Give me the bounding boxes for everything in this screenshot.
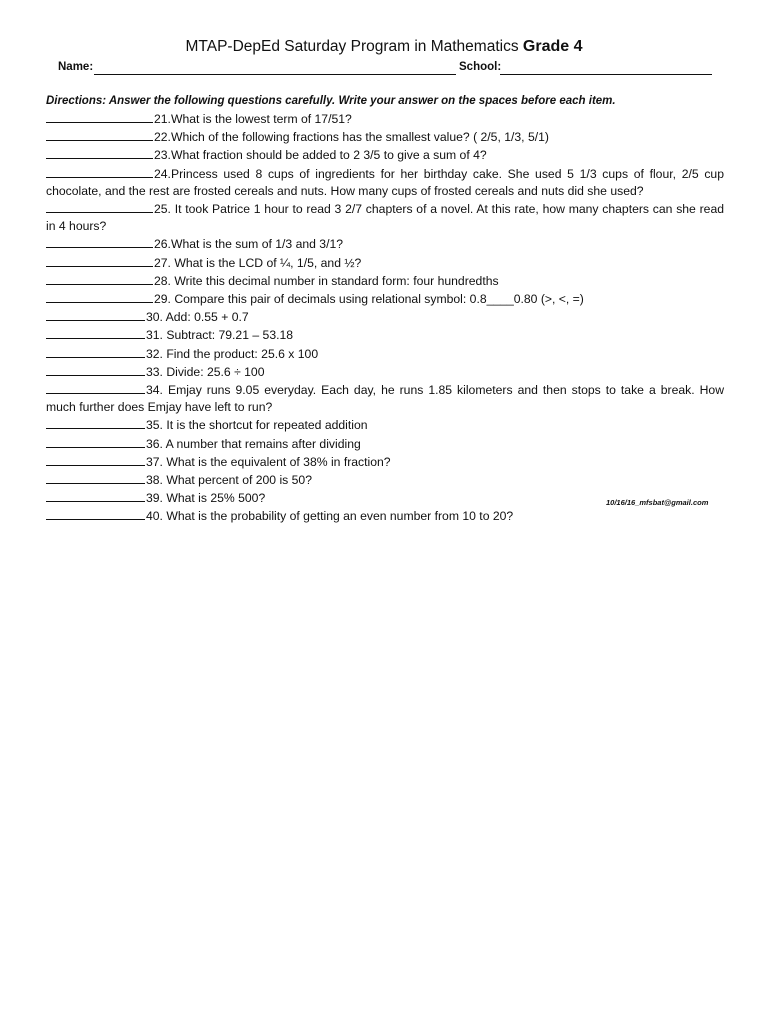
answer-blank[interactable] [46, 416, 145, 429]
question-text: 31. Subtract: 79.21 – 53.18 [146, 328, 294, 343]
question-text: 37. What is the equivalent of 38% in fraction? [146, 454, 391, 469]
footer-email: 10/16/16_mfsbat@gmail.com [606, 498, 709, 507]
question-item [46, 128, 724, 146]
answer-blank[interactable] [46, 254, 153, 267]
question-text: 25. It took Patrice 1 hour to read 3 2/7 chapters of a novel. At this rate, how many chapters can she read in 4 hours? [46, 202, 724, 234]
page-title [0, 38, 768, 56]
answer-blank[interactable] [46, 471, 145, 484]
answer-blank[interactable] [46, 165, 153, 178]
question-item [46, 308, 724, 326]
answer-blank[interactable] [46, 110, 153, 123]
answer-blank[interactable] [46, 235, 153, 248]
question-text: 36. A number that remains after dividing [146, 436, 361, 451]
grade-label: Grade 4 [522, 38, 583, 55]
question-item [46, 326, 724, 344]
question-item [46, 235, 724, 253]
question-text: 24.Princess used 8 cups of ingredients for her birthday cake. She used 5 1/3 cups of flour, 2/5 cup chocolate, and the rest are frosted cereals and nuts. How many cups of frosted cereals and nuts did she used? [46, 166, 724, 198]
question-text: 27. What is the LCD of ¼, 1/5, and ½? [154, 255, 362, 270]
question-item [46, 290, 724, 308]
answer-blank[interactable] [46, 128, 153, 141]
question-text: 38. What percent of 200 is 50? [146, 473, 312, 488]
answer-blank[interactable] [46, 363, 145, 376]
answer-blank[interactable] [46, 345, 145, 358]
school-label: School: [459, 61, 502, 73]
question-text: 26.What is the sum of 1/3 and 3/1? [154, 237, 344, 252]
question-text: 33. Divide: 25.6 ÷ 100 [146, 364, 265, 379]
question-text: 28. Write this decimal number in standard form: four hundredths [154, 273, 499, 288]
question-item [46, 272, 724, 290]
question-item [46, 381, 724, 416]
question-text: 34. Emjay runs 9.05 everyday. Each day, he runs 1.85 kilometers and then stops to take a break. How much further does Emjay have left to run? [46, 383, 724, 415]
question-item [46, 200, 724, 235]
question-text: 29. Compare this pair of decimals using relational symbol: 0.8____0.80 (>, <, =) [154, 292, 584, 307]
question-item [46, 471, 724, 489]
school-field[interactable] [500, 74, 712, 75]
answer-blank[interactable] [46, 326, 145, 339]
answer-blank[interactable] [46, 435, 145, 448]
title-text: MTAP-DepEd Saturday Program in Mathematics [185, 38, 519, 55]
name-field[interactable] [94, 74, 456, 75]
question-item [46, 453, 724, 471]
answer-blank[interactable] [46, 308, 145, 321]
question-item [46, 416, 724, 434]
answer-blank[interactable] [46, 290, 153, 303]
student-info-row [58, 61, 718, 77]
question-text: 40. What is the probability of getting an even number from 10 to 20? [146, 509, 514, 524]
question-list [46, 110, 724, 526]
question-item [46, 345, 724, 363]
question-text: 22.Which of the following fractions has the smallest value? ( 2/5, 1/3, 5/1) [154, 130, 549, 145]
question-text: 21.What is the lowest term of 17/51? [154, 112, 352, 126]
question-item [46, 435, 724, 453]
question-item [46, 165, 724, 200]
question-item [46, 146, 724, 164]
answer-blank[interactable] [46, 272, 153, 285]
name-label: Name: [58, 61, 94, 73]
question-text: 35. It is the shortcut for repeated addition [146, 418, 368, 433]
question-item [46, 110, 724, 128]
answer-blank[interactable] [46, 489, 145, 502]
question-item [46, 507, 724, 525]
question-text: 32. Find the product: 25.6 x 100 [146, 346, 319, 361]
directions-text: Directions: Answer the following questions carefully. Write your answer on the spaces before each item. [46, 95, 616, 107]
question-item [46, 254, 724, 272]
answer-blank[interactable] [46, 381, 145, 394]
question-text: 23.What fraction should be added to 2 3/5 to give a sum of 4? [154, 148, 487, 163]
answer-blank[interactable] [46, 507, 145, 520]
answer-blank[interactable] [46, 453, 145, 466]
answer-blank[interactable] [46, 200, 153, 213]
answer-blank[interactable] [46, 146, 153, 159]
question-text: 30. Add: 0.55 + 0.7 [146, 310, 249, 325]
question-text: 39. What is 25% 500? [146, 491, 266, 506]
question-item [46, 363, 724, 381]
